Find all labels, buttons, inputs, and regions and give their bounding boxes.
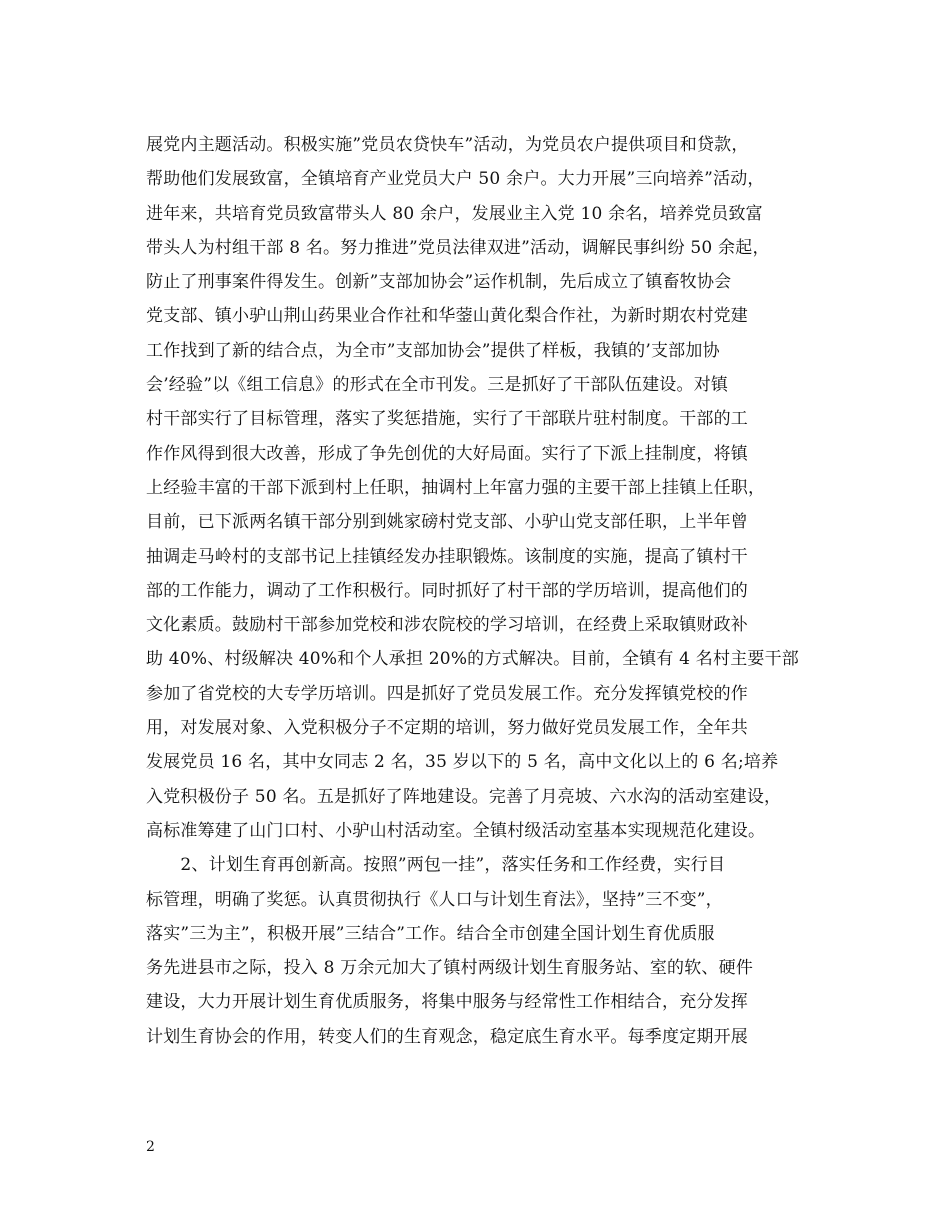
text-line: 标管理，明确了奖惩。认真贯彻执行《人口与计划生育法》，坚持”三不变”，	[146, 889, 723, 910]
text-line: 落实”三为主”，积极开展”三结合”工作。结合全市创建全国计划生育优质服	[146, 923, 715, 944]
text-line: 上经验丰富的干部下派到村上任职，抽调村上年富力强的主要干部上挂镇上任职，	[146, 477, 766, 498]
text-line: 进年来，共培育党员致富带头人 80 余户，发展业主入党 10 余名，培养党员致富	[146, 203, 763, 224]
text-line: 目前，已下派两名镇干部分别到姚家磅村党支部、小驴山党支部任职，上半年曾	[146, 512, 748, 533]
text-line: 帮助他们发展致富，全镇培育产业党员大户 50 余户。大力开展”三向培养”活动，	[146, 169, 765, 190]
text-line: 展党内主题活动。积极实施”党员农贷快车”活动，为党员农户提供项目和贷款，	[146, 135, 749, 155]
text-line: 2、计划生育再创新高。按照”两包一挂”，落实任务和工作经费，实行目	[146, 855, 726, 876]
text-line: 务先进县市之际，投入 8 万余元加大了镇村两级计划生育服务站、室的软、硬件	[146, 958, 754, 979]
text-line: 参加了省党校的大专学历培训。四是抓好了党员发展工作。充分发挥镇党校的作	[146, 683, 748, 704]
text-line: 助 40%、村级解决 40%和个人承担 20%的方式解决。目前，全镇有 4 名村主要干部	[146, 649, 799, 670]
text-line: 文化素质。鼓励村干部参加党校和涉农院校的学习培训，在经费上采取镇财政补	[146, 615, 748, 636]
text-line: 高标准筹建了山门口村、小驴山村活动室。全镇村级活动室基本实现规范化建设。	[146, 820, 766, 841]
text-line: 党支部、镇小驴山荆山药果业合作社和华蓥山黄化梨合作社，为新时期农村党建	[146, 306, 748, 327]
body-text	[146, 128, 846, 1054]
text-line: 计划生育协会的作用，转变人们的生育观念，稳定底生育水平。每季度定期开展	[146, 1026, 748, 1047]
text-line: 用，对发展对象、入党积极分子不定期的培训，努力做好党员发展工作，全年共	[146, 718, 748, 739]
text-line: 建设，大力开展计划生育优质服务，将集中服务与经常性工作相结合，充分发挥	[146, 992, 748, 1013]
text-line: 抽调走马岭村的支部书记上挂镇经发办挂职锻炼。该制度的实施，提高了镇村干	[146, 546, 748, 567]
text-line: 工作找到了新的结合点，为全市”支部加协会”提供了样板，我镇的’支部加协	[146, 340, 720, 361]
page-number: 2	[146, 1139, 155, 1155]
text-line: 部的工作能力，调动了工作积极行。同时抓好了村干部的学历培训，提高他们的	[146, 580, 748, 601]
text-line: 会’经验”以《组工信息》的形式在全市刊发。三是抓好了干部队伍建设。对镇	[146, 375, 729, 396]
text-line: 入党积极份子 50 名。五是抓好了阵地建设。完善了月亮坡、六水沟的活动室建设，	[146, 786, 782, 807]
text-line: 作作风得到很大改善，形成了争先创优的大好局面。实行了下派上挂制度，将镇	[146, 443, 748, 464]
text-line: 村干部实行了目标管理，落实了奖惩措施，实行了干部联片驻村制度。干部的工	[146, 409, 748, 430]
text-line: 带头人为村组干部 8 名。努力推进”党员法律双进”活动，调解民事纠纷 50 余起，	[146, 237, 770, 258]
text-line: 发展党员 16 名，其中女同志 2 名，35 岁以下的 5 名，高中文化以上的 6 名;培养	[146, 752, 779, 773]
text-line: 防止了刑事案件得发生。创新”支部加协会”运作机制，先后成立了镇畜牧协会	[146, 272, 732, 293]
